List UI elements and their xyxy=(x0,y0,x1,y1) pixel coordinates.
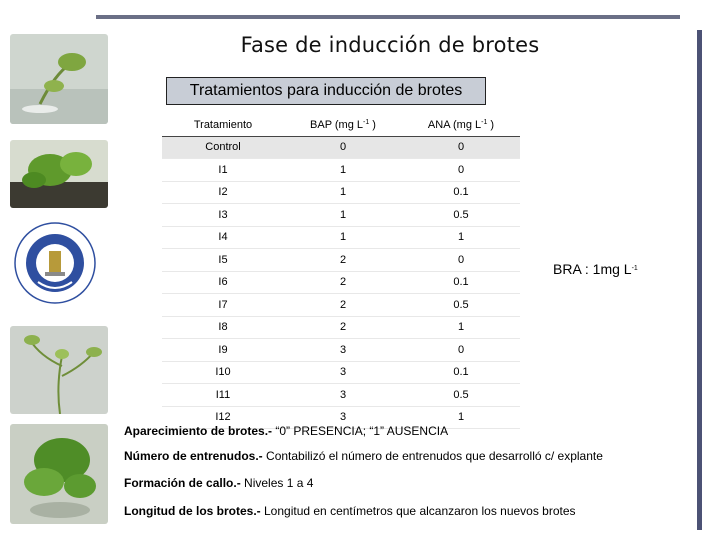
biotecnologia-logo xyxy=(14,222,96,304)
cell-ana: 0 xyxy=(402,136,520,159)
cell-tratamiento: I7 xyxy=(218,298,228,311)
cell-ana: 0.1 xyxy=(453,186,469,199)
cell-tratamiento: I11 xyxy=(215,388,231,401)
table-row xyxy=(162,159,520,182)
cell-bap: 3 xyxy=(339,411,347,424)
table-row xyxy=(162,316,520,339)
cell-bap: 1 xyxy=(339,163,347,176)
table-row xyxy=(162,226,520,249)
cell-bap: 1 xyxy=(339,231,347,244)
table-row xyxy=(162,204,520,227)
cell-tratamiento: I8 xyxy=(218,321,228,334)
table-row xyxy=(162,136,520,159)
cell-ana: 0.1 xyxy=(453,366,469,379)
cell-ana: 0 xyxy=(457,343,465,356)
note-longitud: Longitud de los brotes.- Longitud en centímetros que alcanzaron los nuevos brotes xyxy=(124,504,576,518)
note-aparecimiento: Aparecimiento de brotes.- “0” PRESENCIA; “1” AUSENCIA xyxy=(124,424,449,438)
cell-ana: 1 xyxy=(457,231,465,244)
cell-tratamiento: I2 xyxy=(218,186,228,199)
table-row xyxy=(162,339,520,362)
cell-tratamiento: I3 xyxy=(218,208,228,221)
bra-note: BRA : 1mg $L^{-1}$ xyxy=(553,261,638,277)
plant-photo-4 xyxy=(10,424,108,524)
cell-bap: 2 xyxy=(339,276,347,289)
cell-bap: 2 xyxy=(339,321,347,334)
plant-photo-2 xyxy=(10,140,108,208)
header-bap: BAP (mg $L^{-1}$ ) xyxy=(284,114,402,136)
cell-ana: 1 xyxy=(457,411,465,424)
cell-bap: 3 xyxy=(339,388,347,401)
table-row xyxy=(162,249,520,272)
treatments-table xyxy=(162,114,520,429)
cell-tratamiento: I12 xyxy=(215,411,231,424)
cell-tratamiento: I6 xyxy=(218,276,228,289)
cell-bap: 2 xyxy=(339,298,347,311)
cell-tratamiento: I10 xyxy=(215,366,231,379)
cell-bap: 3 xyxy=(339,343,347,356)
subtitle-box: Tratamientos para inducción de brotes xyxy=(166,77,486,105)
table-row xyxy=(162,271,520,294)
table-row xyxy=(162,384,520,407)
right-rule xyxy=(697,30,702,530)
plant-photo-3 xyxy=(10,326,108,414)
cell-ana: 0 xyxy=(457,253,465,266)
cell-tratamiento: I9 xyxy=(218,343,228,356)
cell-ana: 0.5 xyxy=(453,298,469,311)
cell-tratamiento: Control xyxy=(162,136,284,159)
cell-ana: 1 xyxy=(457,321,465,334)
table-row xyxy=(162,361,520,384)
top-rule xyxy=(96,15,680,19)
cell-ana: 0.1 xyxy=(453,276,469,289)
cell-bap: 1 xyxy=(339,186,347,199)
table-row xyxy=(162,294,520,317)
table-row xyxy=(162,181,520,204)
cell-ana: 0.5 xyxy=(453,208,469,221)
header-ana: ANA (mg $L^{-1}$ ) xyxy=(402,114,520,136)
cell-tratamiento: I4 xyxy=(218,231,228,244)
table-header-row xyxy=(162,114,520,136)
note-entrenudos: Número de entrenudos.- Contabilizó el número de entrenudos que desarrolló c/ explante xyxy=(124,449,603,463)
note-callo: Formación de callo.- Niveles 1 a 4 xyxy=(124,476,314,490)
cell-ana: 0.5 xyxy=(453,388,469,401)
cell-ana: 0 xyxy=(457,163,465,176)
cell-bap: 1 xyxy=(339,208,347,221)
cell-tratamiento: I1 xyxy=(218,163,228,176)
cell-bap: 3 xyxy=(339,366,347,379)
cell-bap: 2 xyxy=(339,253,347,266)
cell-tratamiento: I5 xyxy=(218,253,228,266)
plant-photo-1 xyxy=(10,34,108,124)
slide-title: Fase de inducción de brotes xyxy=(240,33,540,57)
header-tratamiento: Tratamiento xyxy=(162,114,284,136)
cell-bap: 0 xyxy=(284,136,402,159)
